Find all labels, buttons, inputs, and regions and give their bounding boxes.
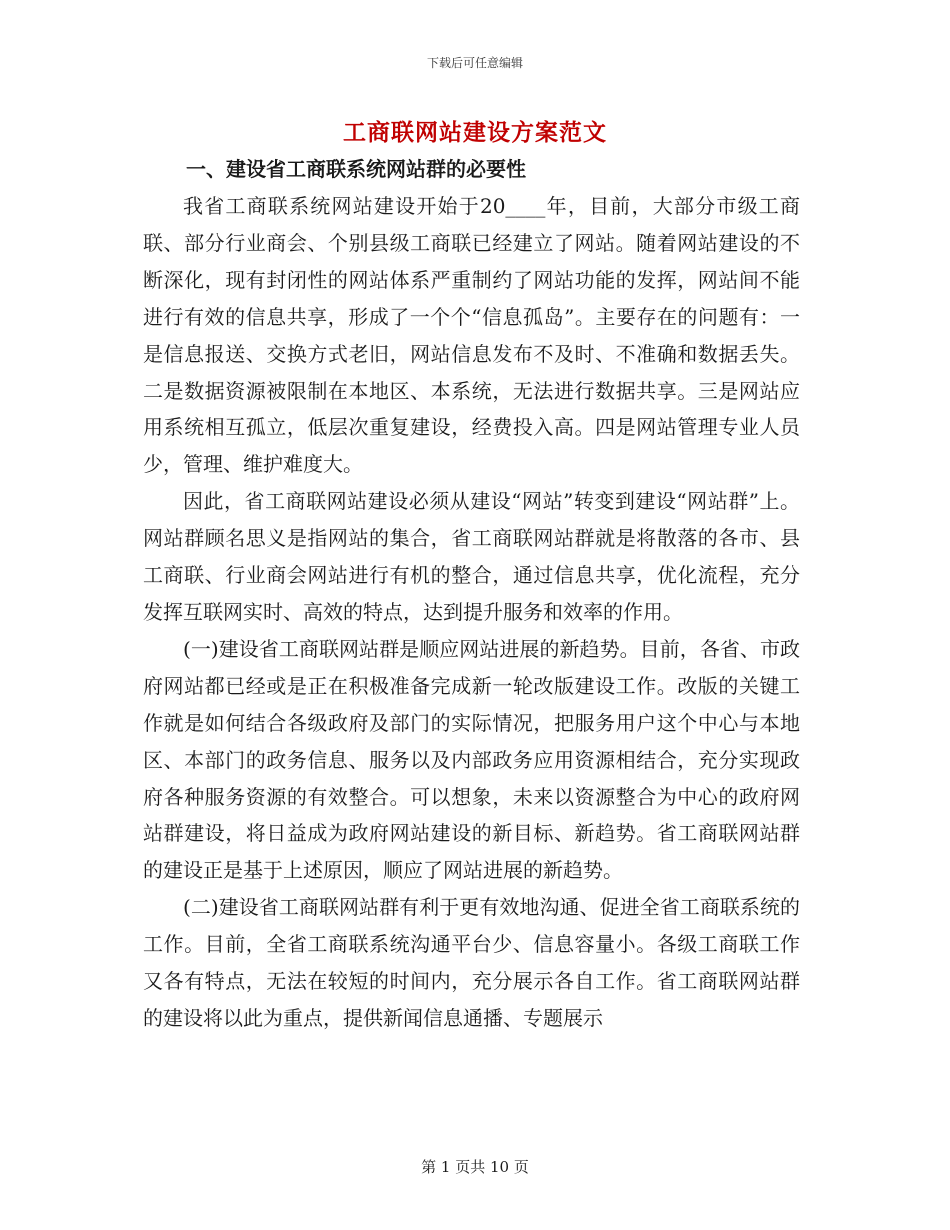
page-footer-number: 第 1 页共 10 页 <box>421 1158 529 1176</box>
paragraph-3: (一)建设省工商联网站群是顺应网站进展的新趋势。目前，各省、市政府网站都已经或是正在积极准备完成新一轮改版建设工作。改版的关键工作就是如何结合各级政府及部门的实际情况，把服务用户这个中心与本地区、本部门的政务信息、服务以及内部政务应用资源相结合，充分实现政府各种服务资源的有效整合。可以想象，未来以资源整合为中心的政府网站群建设，将日益成为政府网站建设的新目标、新趋势。省工商联网站群的建设正是基于上述原因，顺应了网站进展的新趋势。 <box>143 636 800 883</box>
document-body <box>143 150 800 1037</box>
document-title: 工商联网站建设方案范文 <box>343 119 607 146</box>
paragraph-4: (二)建设省工商联网站群有利于更有效地沟通、促进全省工商联系统的工作。目前，全省工商联系统沟通平台少、信息容量小。各级工商联工作又各有特点，无法在较短的时间内，充分展示各自工作。省工商联网站群的建设将以此为重点，提供新闻信息通播、专题展示 <box>143 895 800 1030</box>
paragraph-1: 我省工商联系统网站建设开始于20____年，目前，大部分市级工商联、部分行业商会、个别县级工商联已经建立了网站。随着网站建设的不断深化，现有封闭性的网站体系严重制约了网站功能的发挥，网站间不能进行有效的信息共享，形成了一个个“信息孤岛”。主要存在的问题有：一是信息报送、交换方式老旧，网站信息发布不及时、不准确和数据丢失。二是数据资源被限制在本地区、本系统，无法进行数据共享。三是网站应用系统相互孤立，低层次重复建设，经费投入高。四是网站管理专业人员少，管理、维护难度大。 <box>143 194 800 477</box>
section-heading: 一、建设省工商联系统网站群的必要性 <box>186 157 526 181</box>
page-header-note: 下载后可任意编辑 <box>426 56 523 70</box>
paragraph-2: 因此，省工商联网站建设必须从建设“网站”转变到建设“网站群”上。网站群顾名思义是指网站的集合，省工商联网站群就是将散落的各市、县工商联、行业商会网站进行有机的整合，通过信息共享，优化流程，充分发挥互联网实时、高效的特点，达到提升服务和效率的作用。 <box>143 489 800 624</box>
